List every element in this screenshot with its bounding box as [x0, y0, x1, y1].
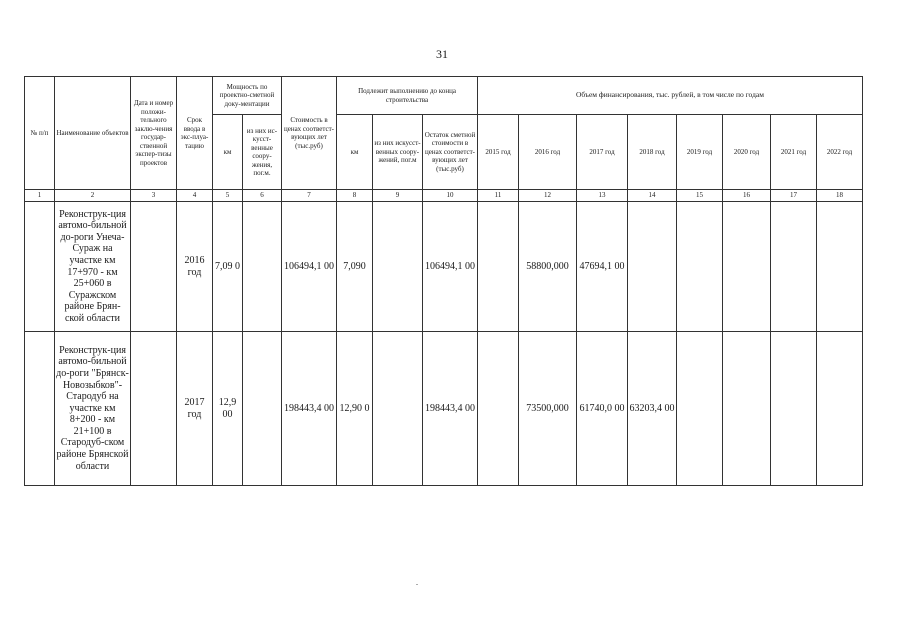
header-capacity-km: км	[213, 115, 243, 190]
header-expertise-date: Дата и номер положи-тельного заклю-чения государ-ственной экспер-тизы проектов	[131, 77, 177, 190]
header-remaining-km: км	[337, 115, 373, 190]
column-number: 9	[373, 190, 423, 202]
capacity-structures	[243, 332, 282, 486]
header-financing-group: Объем финансирования, тыс. рублей, в том числе по годам	[478, 77, 863, 115]
financing-2016: 73500,000	[519, 332, 577, 486]
column-number: 16	[723, 190, 771, 202]
financing-2015	[478, 202, 519, 332]
cost-value: 198443,4 00	[282, 332, 337, 486]
column-number-row	[25, 190, 863, 202]
table-row	[25, 332, 863, 486]
column-number: 13	[577, 190, 628, 202]
header-cost: Стоимость в ценах соответст-вующих лет (тыс.руб)	[282, 77, 337, 190]
column-number: 17	[771, 190, 817, 202]
column-number: 3	[131, 190, 177, 202]
object-name: Реконструк-ция автомо-бильной до-роги Унеча-Сураж на участке км 17+970 - км 25+060 в Суражском районе Брян-ской области	[55, 202, 131, 332]
column-number: 7	[282, 190, 337, 202]
remaining-structures	[373, 332, 423, 486]
header-commission-term: Срок ввода в экс-плуа-тацию	[177, 77, 213, 190]
header-remaining-cost: Остаток сметной стоимости в ценах соответст-вующих лет (тыс.руб)	[423, 115, 478, 190]
financing-2021	[771, 202, 817, 332]
column-number: 18	[817, 190, 863, 202]
column-number: 1	[25, 190, 55, 202]
financing-2019	[677, 202, 723, 332]
capacity-km: 12,9 00	[213, 332, 243, 486]
row-no	[25, 202, 55, 332]
column-number: 2	[55, 190, 131, 202]
financing-2016: 58800,000	[519, 202, 577, 332]
cost-value: 106494,1 00	[282, 202, 337, 332]
column-number: 11	[478, 190, 519, 202]
commission-term: 2017 год	[177, 332, 213, 486]
financing-2017: 61740,0 00	[577, 332, 628, 486]
financing-2021	[771, 332, 817, 486]
row-no	[25, 332, 55, 486]
header-capacity-structures: из них ис-кусст-венные соору-жения, пог.м.	[243, 115, 282, 190]
expertise-cell	[131, 202, 177, 332]
column-number: 10	[423, 190, 478, 202]
financing-2020	[723, 202, 771, 332]
remaining-km: 7,090	[337, 202, 373, 332]
header-no: № п/п	[25, 77, 55, 190]
financing-2018: 63203,4 00	[628, 332, 677, 486]
capacity-structures	[243, 202, 282, 332]
header-year-2016: 2016 год	[519, 115, 577, 190]
capacity-km: 7,09 0	[213, 202, 243, 332]
remaining-km: 12,90 0	[337, 332, 373, 486]
financing-2018	[628, 202, 677, 332]
table-row	[25, 202, 863, 332]
footer-mark: .	[416, 578, 418, 587]
header-year-2015: 2015 год	[478, 115, 519, 190]
financing-2022	[817, 332, 863, 486]
financing-2020	[723, 332, 771, 486]
header-year-2018: 2018 год	[628, 115, 677, 190]
header-year-2021: 2021 год	[771, 115, 817, 190]
commission-term: 2016 год	[177, 202, 213, 332]
financing-2017: 47694,1 00	[577, 202, 628, 332]
header-capacity-group: Мощность по проектно-сметной доку-ментации	[213, 77, 282, 115]
remaining-cost: 198443,4 00	[423, 332, 478, 486]
header-year-2019: 2019 год	[677, 115, 723, 190]
header-year-2017: 2017 год	[577, 115, 628, 190]
financing-2019	[677, 332, 723, 486]
column-number: 6	[243, 190, 282, 202]
column-number: 5	[213, 190, 243, 202]
column-number: 12	[519, 190, 577, 202]
column-number: 8	[337, 190, 373, 202]
header-remaining-group: Подлежит выполнению до конца строительства	[337, 77, 478, 115]
header-year-2022: 2022 год	[817, 115, 863, 190]
expertise-cell	[131, 332, 177, 486]
remaining-cost: 106494,1 00	[423, 202, 478, 332]
page-number: 31	[436, 47, 448, 61]
remaining-structures	[373, 202, 423, 332]
header-name: Наименование объектов	[55, 77, 131, 190]
column-number: 15	[677, 190, 723, 202]
financing-2022	[817, 202, 863, 332]
financing-2015	[478, 332, 519, 486]
header-remaining-structures: из них искусст-венных соору-жений, пог.м	[373, 115, 423, 190]
investment-table	[24, 76, 863, 486]
header-year-2020: 2020 год	[723, 115, 771, 190]
column-number: 4	[177, 190, 213, 202]
object-name: Реконструк-ция автомо-бильной до-роги "Брянск-Новозыбков"-Стародуб на участке км 8+200 - км 21+100 в Стародуб-ском районе Брянской области	[55, 332, 131, 486]
column-number: 14	[628, 190, 677, 202]
